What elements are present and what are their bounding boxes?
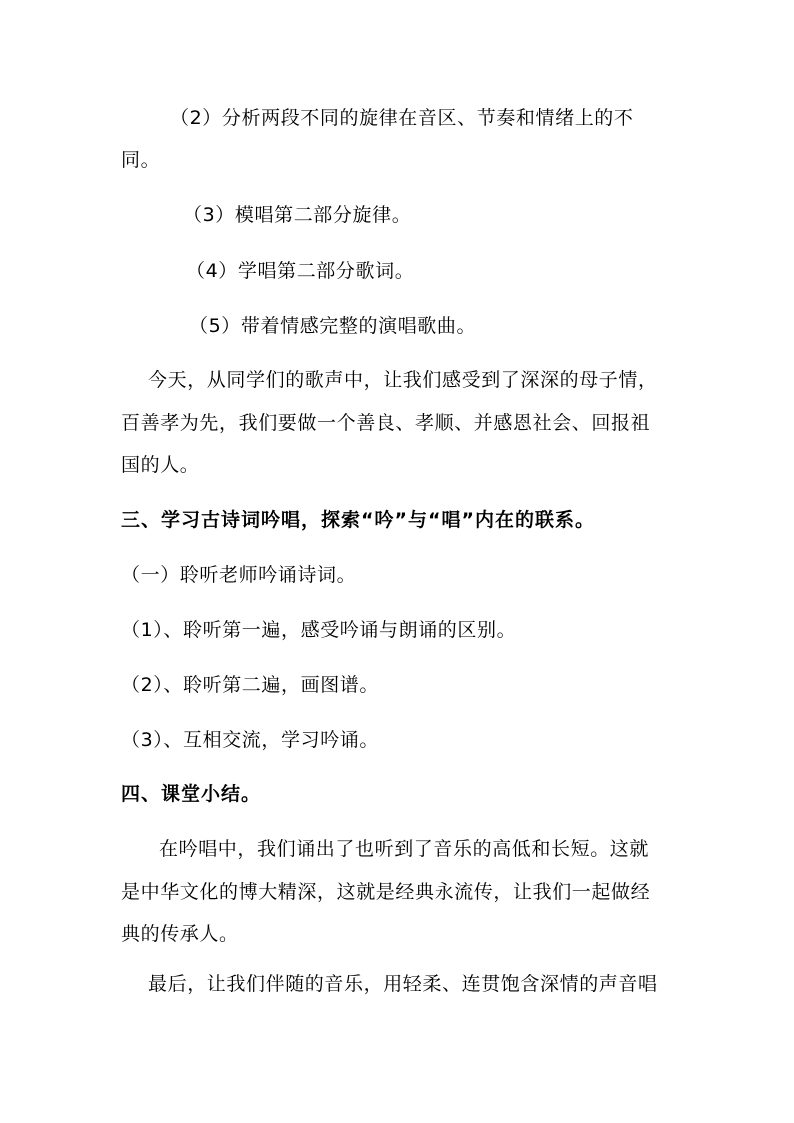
step-3: （3）模唱第二部分旋律。 — [183, 204, 412, 226]
step-5: （5）带着情感完整的演唱歌曲。 — [189, 315, 477, 337]
section-3-item-1: （1）、聆听第一遍，感受吟诵与朗诵的区别。 — [121, 619, 517, 641]
paragraph-1-line-1: 今天，从同学们的歌声中，让我们感受到了深深的母子情， — [148, 369, 658, 391]
final-line: 最后，让我们伴随的音乐，用轻柔、连贯饱含深情的声音唱 — [148, 973, 658, 995]
step-2-line-2: 同。 — [121, 149, 161, 171]
section-3-item-3: （3）、互相交流，学习吟诵。 — [121, 729, 379, 751]
summary-line-2: 是中华文化的博大精深，这就是经典永流传，让我们一起做经 — [121, 881, 651, 903]
summary-line-3: 典的传承人。 — [121, 923, 239, 945]
section-3-item-2: （2）、聆听第二遍，画图谱。 — [121, 674, 379, 696]
paragraph-1-line-3: 国的人。 — [121, 454, 200, 476]
section-3-sub-1: （一）聆听老师吟诵诗词。 — [121, 564, 357, 586]
step-2-line-1: （2）分析两段不同的旋律在音区、节奏和情绪上的不 — [170, 107, 634, 129]
section-4-heading: 四、课堂小结。 — [121, 783, 262, 805]
paragraph-1-line-2: 百善孝为先，我们要做一个善良、孝顺、并感恩社会、回报祖 — [121, 412, 651, 434]
summary-line-1: 在吟唱中，我们诵出了也听到了音乐的高低和长短。这就 — [159, 838, 650, 860]
section-3-heading: 三、学习古诗词吟唱，探索“吟”与“唱”内在的联系。 — [121, 509, 595, 531]
step-4: （4）学唱第二部分歌词。 — [186, 260, 415, 282]
